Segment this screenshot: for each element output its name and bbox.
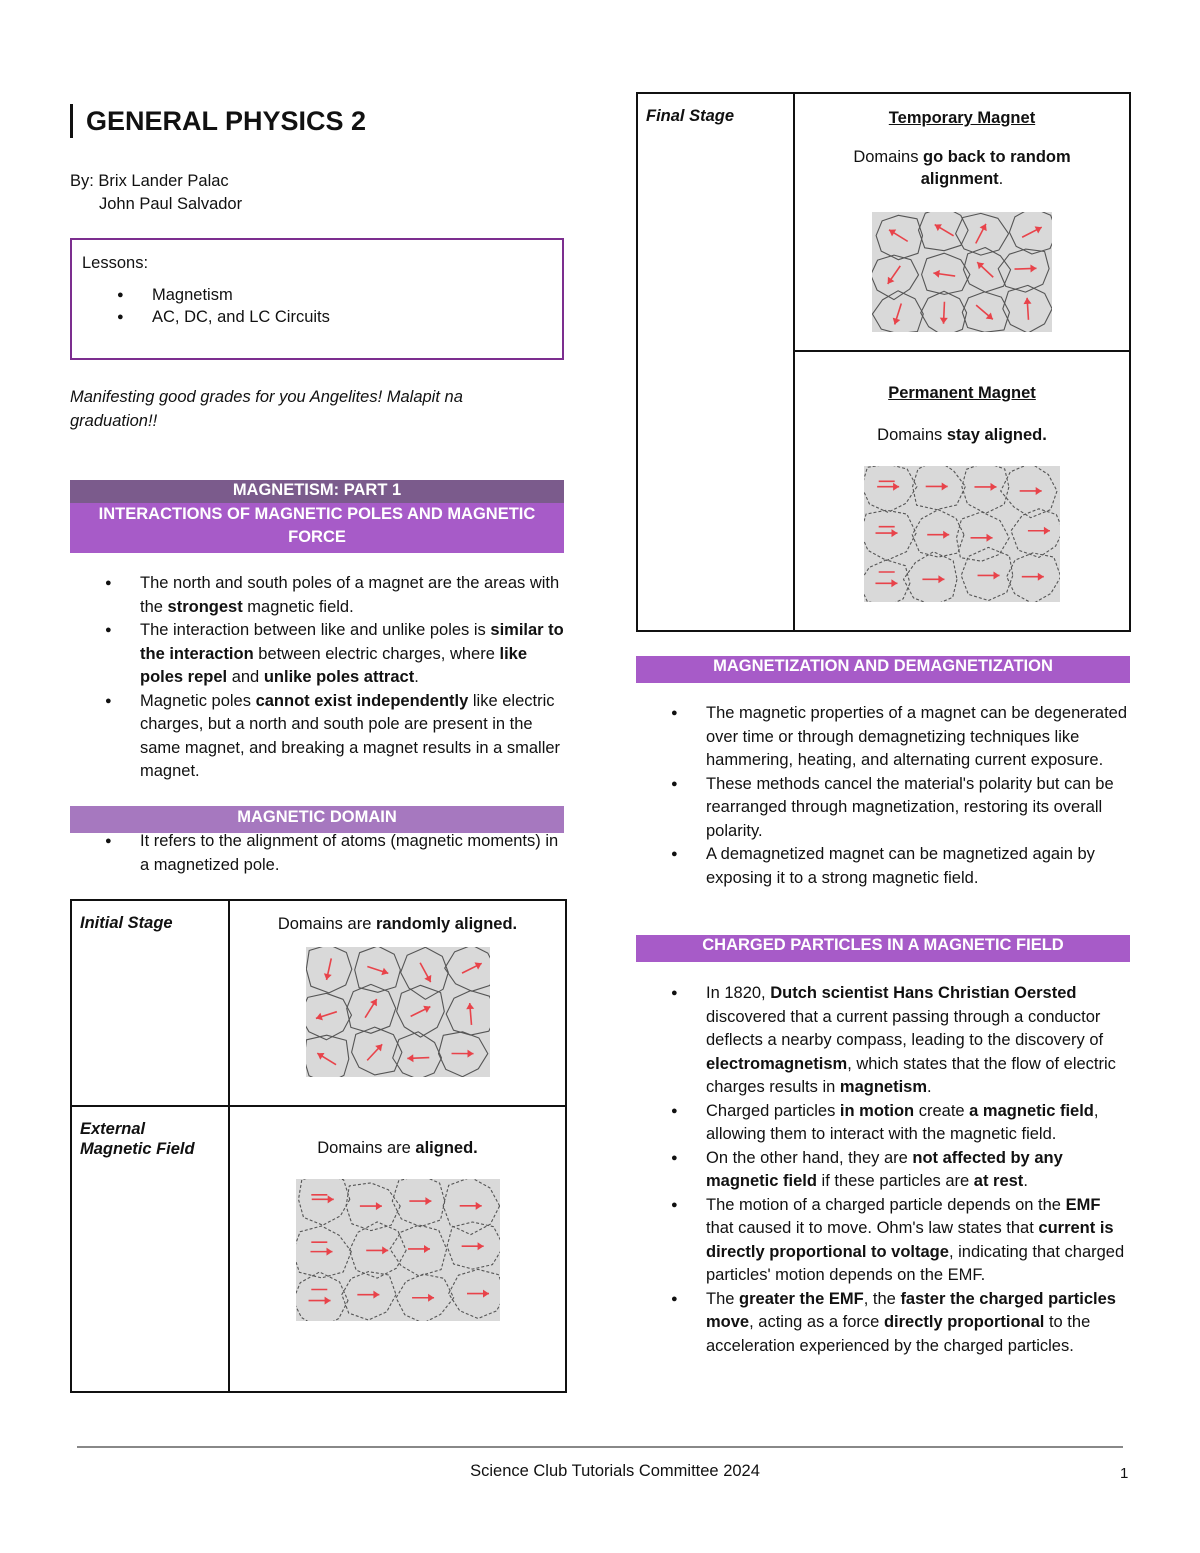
aligned-domains-image — [296, 1179, 500, 1321]
bullet-item: ● The greater the EMF, the faster the charged particles move, acting as a force directly proportional to the acceleration experienced by the charged particles. — [636, 1288, 1130, 1359]
magnetization-list — [636, 702, 1130, 890]
author-line-2: John Paul Salvador — [99, 195, 243, 213]
temporary-domains-image — [872, 212, 1052, 332]
lessons-box — [70, 238, 564, 360]
author-line-1: By: Brix Lander Palac — [70, 172, 229, 190]
stage-table-left — [70, 899, 567, 1393]
bullet-item: ● It refers to the alignment of atoms (magnetic moments) in a magnetized pole. — [70, 830, 564, 877]
bullet-item: ● The motion of a charged particle depends on the EMF that caused it to move. Ohm's law states that current is directly proportional to voltage, indicating that charged particles' motion depends on the EMF. — [636, 1194, 1130, 1288]
bullet-item: ● Magnetic poles cannot exist independently like electric charges, but a north and south pole are present in the same magnet, and breaking a magnet results in a smaller magnet. — [70, 690, 564, 784]
permanent-magnet-cell — [794, 351, 1130, 631]
lessons-label: Lessons: — [82, 254, 149, 272]
section-header-interactions-text: INTERACTIONS OF MAGNETIC POLES AND MAGNETIC FORCE — [98, 505, 536, 546]
random-domains-image — [306, 947, 490, 1077]
temporary-magnet-cell — [794, 93, 1130, 351]
external-field-label: External Magnetic Field — [80, 1120, 195, 1158]
permanent-magnet-text: Domains stay aligned. — [877, 425, 1047, 444]
interactions-list — [70, 572, 564, 784]
domain-list — [70, 830, 564, 877]
lesson-item: ● Magnetism — [82, 284, 552, 306]
bullet-item: ● These methods cancel the material's polarity but can be rearranged through magnetization, restoring its overall polarity. — [636, 773, 1130, 844]
external-field-cell — [229, 1106, 566, 1392]
temporary-magnet-title: Temporary Magnet — [888, 109, 1036, 127]
bullet-item: ● In 1820, Dutch scientist Hans Christian Oersted discovered that a current passing through a conductor deflects a nearby compass, leading to the discovery of electromagnetism, which states that the flow of electric charges results in magnetism. — [636, 982, 1130, 1100]
bullet-item: ● On the other hand, they are not affected by any magnetic field if these particles are at rest. — [636, 1147, 1130, 1194]
stage-table-right — [636, 92, 1131, 632]
stage-label-cell — [71, 900, 229, 1106]
stage-label-cell — [637, 93, 794, 631]
footer-divider — [77, 1446, 1123, 1448]
bullet-item: ● The north and south poles of a magnet are the areas with the strongest magnetic field. — [70, 572, 564, 619]
section-header-charged-particles: CHARGED PARTICLES IN A MAGNETIC FIELD — [636, 935, 1130, 962]
bullet-item: ● Charged particles in motion create a magnetic field, allowing them to interact with the magnetic field. — [636, 1100, 1130, 1147]
section-header-magnetism: MAGNETISM: PART 1 — [70, 480, 564, 503]
lesson-item: ● AC, DC, and LC Circuits — [82, 306, 552, 328]
motto-text: Manifesting good grades for you Angelites! Malapit na graduation!! — [70, 388, 463, 430]
authors — [70, 170, 470, 216]
bullet-item: ● The interaction between like and unlike poles is similar to the interaction between electric charges, where like poles repel and unlike poles attract. — [70, 619, 564, 690]
permanent-domains-image — [864, 466, 1060, 602]
external-field-text: Domains are aligned. — [317, 1139, 478, 1157]
bullet-item: ● The magnetic properties of a magnet can be degenerated over time or through demagnetizing techniques like hammering, heating, and alternating current exposure. — [636, 702, 1130, 773]
temporary-magnet-text: Domains go back to random alignment. — [853, 147, 1071, 188]
page-title: GENERAL PHYSICS 2 — [70, 104, 366, 138]
bullet-item: ● A demagnetized magnet can be magnetized again by exposing it to a strong magnetic field. — [636, 843, 1130, 890]
initial-stage-cell — [229, 900, 566, 1106]
footer-text: Science Club Tutorials Committee 2024 — [470, 1462, 760, 1480]
section-header-magnetization: MAGNETIZATION AND DEMAGNETIZATION — [636, 656, 1130, 683]
charged-particles-list — [636, 982, 1130, 1358]
initial-stage-text: Domains are randomly aligned. — [277, 915, 518, 933]
initial-stage-label: Initial Stage — [80, 914, 173, 932]
section-header-magnetic-domain: MAGNETIC DOMAIN — [70, 806, 564, 833]
final-stage-label: Final Stage — [646, 107, 735, 125]
page-number: 1 — [1120, 1465, 1129, 1482]
permanent-magnet-title: Permanent Magnet — [888, 384, 1036, 402]
stage-label-cell — [71, 1106, 229, 1392]
section-header-interactions — [70, 503, 564, 553]
